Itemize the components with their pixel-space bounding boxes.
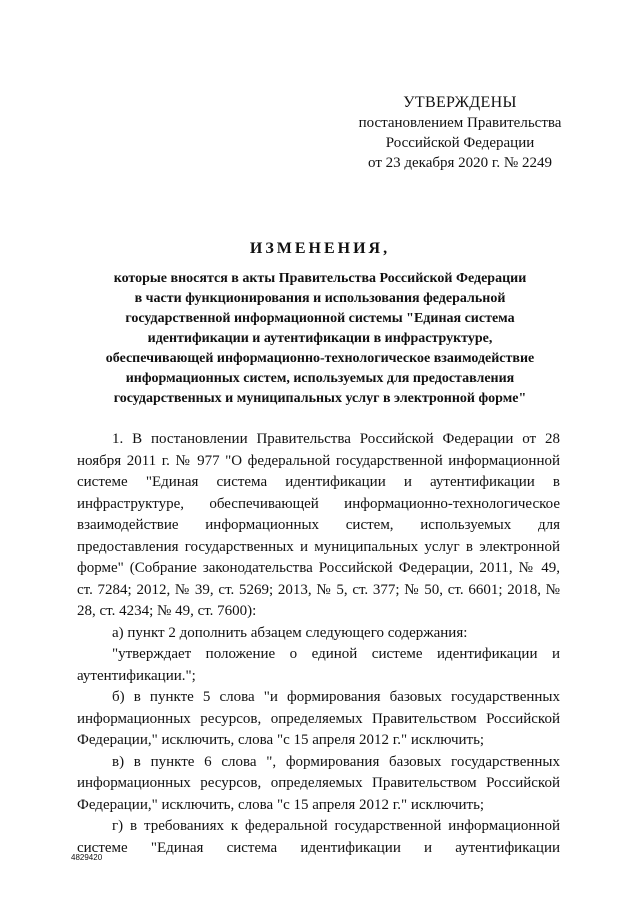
subtitle-line: государственной информационной системы "Единая система (125, 311, 515, 326)
approval-block (350, 93, 570, 173)
document-body (77, 429, 560, 859)
approval-line: постановлением Правительства (358, 115, 562, 131)
subtitle-line: обеспечивающей информационно-технологическое взаимодействие (105, 351, 535, 366)
document-number: 4829420 (71, 853, 103, 862)
approval-date-number: от 23 декабря 2020 г. № 2249 (368, 155, 552, 171)
approval-title: УТВЕРЖДЕНЫ (403, 94, 517, 111)
subtitle-line: государственных и муниципальных услуг в электронной форме" (113, 391, 527, 406)
paragraph-item-b: б) в пункте 5 слова "и формирования базовых государственных информационных ресурсов, определяемых Правительством Российской Федерации," исключить, слова "с 15 апреля 2012 г." исключить; (77, 689, 560, 748)
subtitle-line: информационных систем, используемых для предоставления (125, 371, 515, 386)
subtitle-line: идентификации и аутентификации в инфраструктуре, (147, 331, 493, 346)
subtitle-line: в части функционирования и использования федеральной (134, 291, 506, 306)
document-subtitle (80, 269, 560, 409)
document-heading: ИЗМЕНЕНИЯ, (249, 240, 391, 257)
paragraph-item-g: г) в требованиях к федеральной государственной информационной системе "Единая система идентификации и аутентификации (77, 818, 560, 856)
subtitle-line: которые вносятся в акты Правительства Российской Федерации (113, 271, 527, 286)
paragraph-quote: "утверждает положение о единой системе идентификации и аутентификации."; (77, 646, 560, 684)
paragraph-item-1: 1. В постановлении Правительства Российской Федерации от 28 ноября 2011 г. № 977 "О федеральной государственной информационной системе "Единая система идентификации и аутентификации в инфраструктуре, обеспечивающей информационно-технологическое взаимодействие информационных систем, используемых для предоставления государственных и муниципальных услуг в электронной форме" (Собрание законодательства Российской Федерации, 2011, № 49, ст. 7284; 2012, № 39, ст. 5269; 2013, № 5, ст. 377; № 50, ст. 6601; 2018, № 28, ст. 4234; № 49, ст. 7600): (77, 431, 560, 619)
approval-line: Российской Федерации (385, 135, 535, 151)
paragraph-item-v: в) в пункте 6 слова ", формирования базовых государственных информационных ресурсов, определяемых Правительством Российской Федерации," исключить, слова "с 15 апреля 2012 г." исключить; (77, 753, 560, 813)
paragraph-item-a: а) пункт 2 дополнить абзацем следующего содержания: (112, 624, 468, 641)
